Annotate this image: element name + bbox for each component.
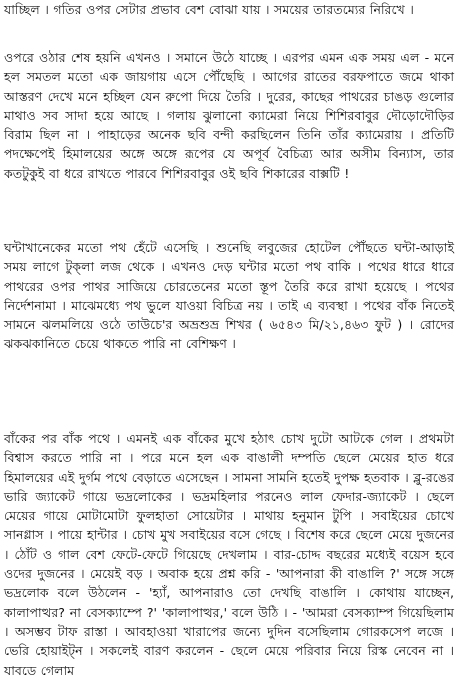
paragraph-3: ঘন্টাখানেকের মতো পথ হেঁটে এসেছি । শুনেছি লবুজের হোটেল পৌঁছতে ঘন্টা-আড়াই সময় লাগে টুক্‌লা লজ থেকে । এখনও দেড় ঘন্টার মতো পথ বাকি । পথের ধারে ধারে পাথরের ওপর পাথর সাজিয়ে চোরতেনের মতো স্তূপ তৈরি করে রাখা হয়েছে । পথের নির্দেশনামা । মাঝেমধ্যে পথ ভুলে যাওয়া বিচিত্র নয় । তাই এ ব্যবস্থা । পথের বাঁক নিতেই সামনে ঝলমলিয়ে ওঠে তাউচে'র অভ্রশুভ্র শিখর ( ৬৫৪৩ মি/২১,৪৬৩ ফুট ) । রোদের ঝকঝকানিতে চেয়ে থাকতে পারি না বেশিক্ষণ । bbox=[4, 240, 454, 352]
paragraph-2: ওপরে ওঠার শেষ হয়নি এখনও । সমানে উঠে যাচ্ছে । এরপর এমন এক সময় এল - মনে হল সমতল মতো এক জায়গায় এসে পৌঁছেছি । আগের রাতের বরফপাতে জমে থাকা আস্তরণ দেখে মনে হচ্ছিল যেন রুপো দিয়ে তৈরি । দুরের, কাছের পাথরের চাঙড় গুলোর মাথাও সব সাদা হয়ে আছে । গলায় ঝুলানো ক্যামেরা নিয়ে শিশিরবাবুর দৌড়োদৌড়ির বিরাম ছিল না । পাহাড়ের অনেক ছবি বন্দী করছিলেন তিনি তাঁর ক্যামেরায় । প্রতিটি পদক্ষেপেই হিমালয়ের অঙ্গে অঙ্গে রূপের যে অপূর্ব বৈচিত্র্য আর অসীম বিন্যাস, তার কতটুকুই বা ধরে রাখতে পারবে শিশিরবাবুর ওই ছবি শিকারের বাক্সটি ! bbox=[4, 50, 454, 181]
paragraph-1: যাচ্ছিল । গতির ওপর সেটার প্রভাব বেশ বোঝা যায় । সময়ের তারতম্যের নিরিখে । bbox=[4, 2, 414, 17]
paragraph-4: বাঁকের পর বাঁক পথে । এমনই এক বাঁকের মুখে হঠাৎ চোখ দুটো আটকে গেল । প্রথমটা বিশ্বাস করতে পারি না । পরে মনে হল এক বাঙালী দম্পতি ছেলে মেয়ের হাত ধরে হিমালয়ের এই দুর্গম পথে বেড়াতে এসেছেন । সামনা সামনি হতেই দুপক্ষ হতবাক । ব্লু-রঙের ভারি জ্যাকেট গায়ে ভদ্রলোকের । ভদ্রমহিলার পরনেও লাল ফেদার-জ্যাকেট । ছেলে মেয়ের গায়ে মোটামোটা ফুলহাতা সোয়েটার । মাথায় হনুমান টুপি । সবাইয়ের চোখে সানগ্লাস । পায়ে হান্টার । চোখ মুখ সবাইয়ের বসে গেছে । বিশেষ করে ছেলে মেয়ে দুজনের । ঠোঁট ও গাল বেশ ফেটে-ফেটে গিয়েছে দেখলাম । বার-চোদ্দ বছরের মধ্যেই বয়েস হবে ওদের দুজনের । মেয়েই বড় । অবাক হয়ে প্রশ্ন করি - 'আপনারা কী বাঙালি ?' সঙ্গে সঙ্গে ভদ্রলোক বলে উঠলেন - 'হ্যাঁ, আপনারাও তো দেখছি বাঙালি । কোথায় যাচ্ছেন, কালাপাত্থর? না বেসক্যাম্পে ?' 'কালাপাত্থর,' বলে উঠি । - 'আমরা বেসক্যাম্প গিয়েছিলাম । অসম্ভব টাফ রাস্তা । আবহাওয়া খারাপের জন্যে দুদিন বসেছিলাম গোরকসেপ লজে । ভেরি হোয়াইট্‌ন । সকলেই বারণ করলেন - ছেলে মেয়ে পরিবার নিয়ে রিস্ক নেবেন না । যাবডে গেলাম bbox=[4, 431, 454, 678]
